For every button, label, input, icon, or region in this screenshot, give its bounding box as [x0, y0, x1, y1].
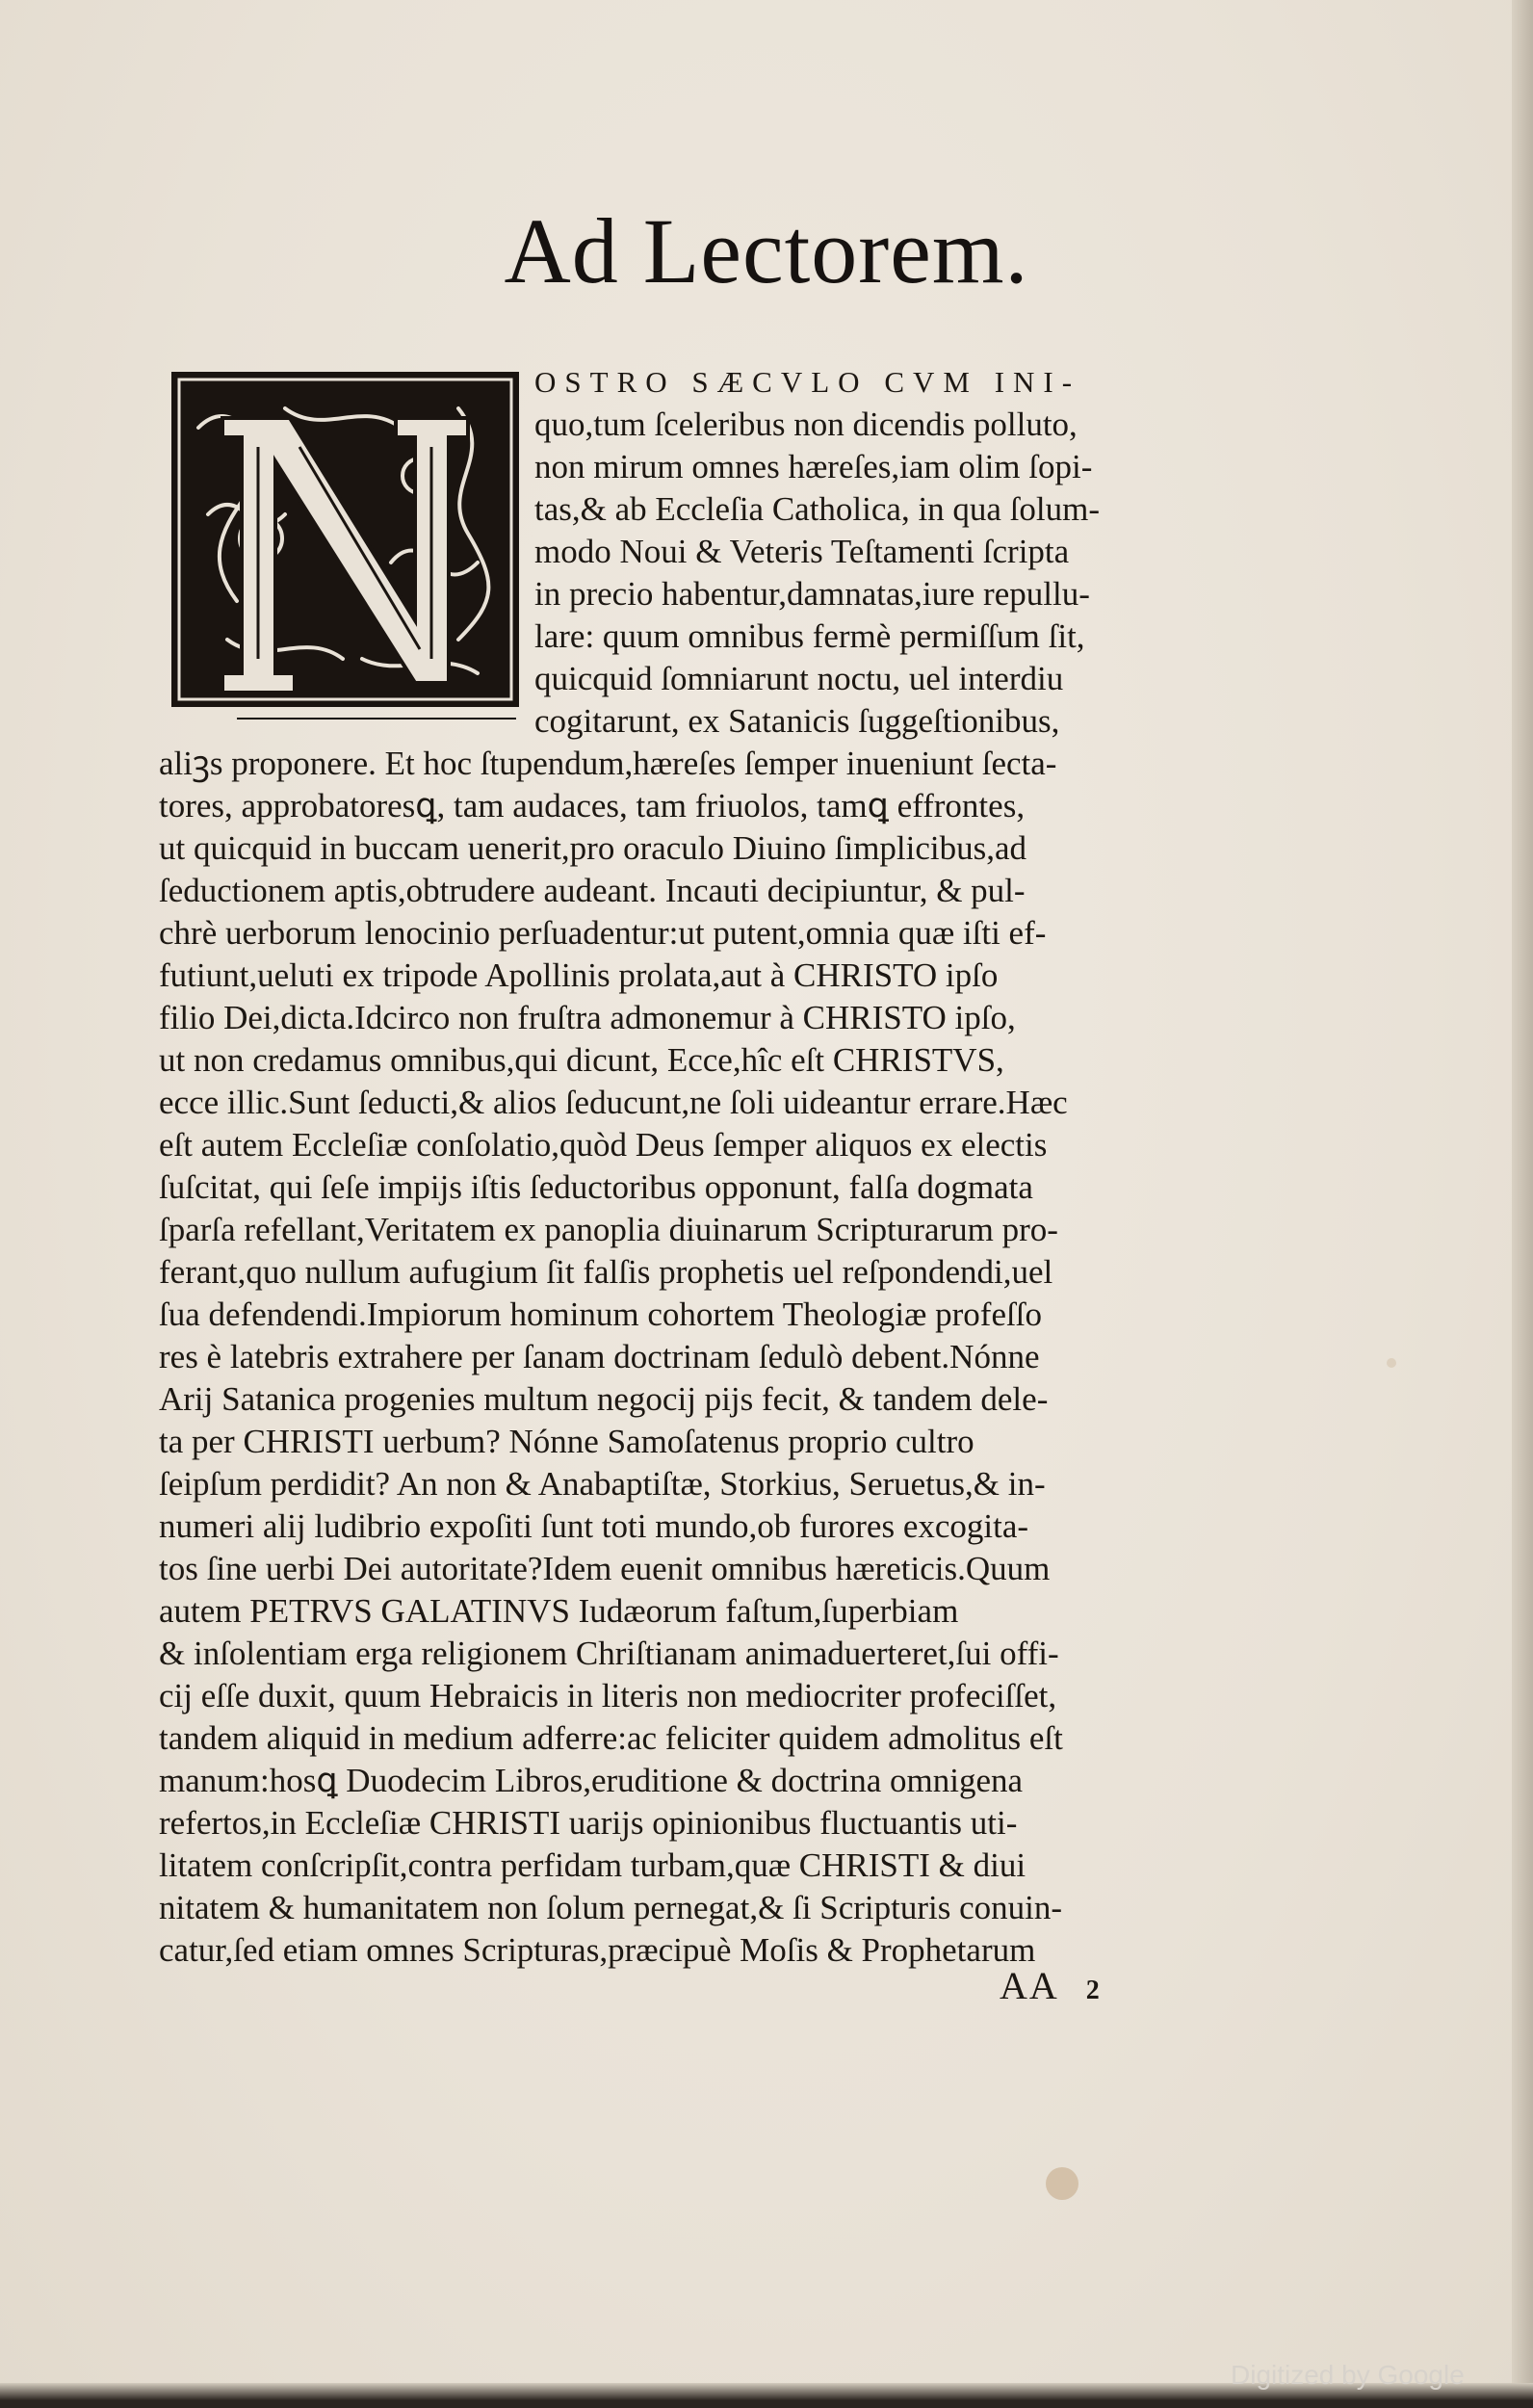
text-line: manum:hosꝗ Duodecim Libros,eruditione & doctrina omnigena — [159, 1762, 1024, 1799]
text-line: OSTRO SÆCVLO CVM INI- — [534, 365, 1081, 399]
signature-letters: AA — [1000, 1964, 1059, 2007]
text-line: non mirum omnes hæreſes,iam olim ſopi- — [534, 448, 1093, 485]
digitization-watermark: Digitized by Google — [1231, 2360, 1465, 2390]
signature-mark — [1000, 1963, 1102, 2008]
text-line: tores, approbatoresꝗ, tam audaces, tam friuolos, tamꝗ effrontes, — [159, 787, 1026, 824]
text-line: quo,tum ſceleribus non dicendis polluto, — [534, 406, 1078, 443]
text-line: ſparſa refellant,Veritatem ex panoplia diuinarum Scripturarum pro- — [159, 1211, 1058, 1248]
text-line: ferant,quo nullum aufugium ſit falſis prophetis uel reſpondendi,uel — [159, 1253, 1053, 1291]
text-line: ſua defendendi.Impiorum hominum cohortem Theologiæ profeſſo — [159, 1296, 1042, 1333]
signature-number: 2 — [1085, 1976, 1102, 2005]
text-line: ſuſcitat, qui ſeſe impijs iſtis ſeductoribus opponunt, falſa dogmata — [159, 1168, 1033, 1206]
text-line: ta per CHRISTI uerbum? Nónne Samoſatenus proprio cultro — [159, 1423, 974, 1460]
text-line: lare: quum omnibus fermè permiſſum ſit, — [534, 617, 1085, 655]
text-line: futiunt,ueluti ex tripode Apollinis prolata,aut à CHRISTO ipſo — [159, 956, 999, 994]
text-line: ecce illic.Sunt ſeducti,& alios ſeducunt,ne ſoli uideantur errare.Hæc — [159, 1084, 1068, 1121]
text-line: catur,ſed etiam omnes Scripturas,præcipuè Moſis & Prophetarum — [159, 1931, 1036, 1969]
foxing-spot — [1046, 2167, 1078, 2200]
text-line: ſeipſum perdidit? An non & Anabaptiſtæ, Storkius, Seruetus,& in- — [159, 1465, 1046, 1503]
text-line: ut quicquid in buccam uenerit,pro oraculo Diuino ſimplicibus,ad — [159, 829, 1027, 867]
text-line: nitatem & humanitatem non ſolum pernegat,& ſi Scripturis conuin- — [159, 1889, 1063, 1926]
text-line: litatem conſcripſit,contra perfidam turbam,quæ CHRISTI & diui — [159, 1846, 1026, 1884]
text-line: filio Dei,dicta.Idcirco non fruſtra admonemur à CHRISTO ipſo, — [159, 999, 1016, 1036]
text-line: tandem aliquid in medium adferre:ac feliciter quidem admolitus eſt — [159, 1719, 1063, 1757]
text-line: ſeductionem aptis,obtrudere audeant. Incauti decipiuntur, & pul- — [159, 872, 1026, 909]
text-line: quicquid ſomniarunt noctu, uel interdiu — [534, 660, 1064, 697]
text-line: numeri alij ludibrio expoſiti ſunt toti mundo,ob furores excogita- — [159, 1507, 1029, 1545]
text-line: eſt autem Eccleſiæ conſolatio,quòd Deus ſemper aliquos ex electis — [159, 1126, 1048, 1164]
text-line: aliꝫs proponere. Et hoc ſtupendum,hæreſes ſemper inueniunt ſecta- — [159, 745, 1057, 782]
foxing-spot — [1387, 1358, 1396, 1368]
page-edge — [1512, 0, 1533, 2408]
text-line: tos ſine uerbi Dei autoritate?Idem euenit omnibus hæreticis.Quum — [159, 1550, 1051, 1587]
text-line: autem PETRVS GALATINVS Iudæorum faſtum,ſuperbiam — [159, 1592, 959, 1630]
text-line: res è latebris extrahere per ſanam doctrinam ſedulò debent.Nónne — [159, 1338, 1040, 1375]
text-line: modo Noui & Veteris Teſtamenti ſcripta — [534, 533, 1070, 570]
text-line: cij eſſe duxit, quum Hebraicis in literis non mediocriter profeciſſet, — [159, 1677, 1057, 1714]
text-line: Arij Satanica progenies multum negocij pijs fecit, & tandem dele- — [159, 1380, 1049, 1418]
page-title: Ad Lectorem. — [504, 199, 1029, 302]
text-line: chrè uerborum lenocinio perſuadentur:ut putent,omnia quæ iſti ef- — [159, 914, 1047, 952]
text-line: cogitarunt, ex Satanicis ſuggeſtionibus, — [534, 702, 1060, 740]
text-line: refertos,in Eccleſiæ CHRISTI uarijs opinionibus fluctuantis uti- — [159, 1804, 1018, 1842]
text-line: in precio habentur,damnatas,iure repullu- — [534, 575, 1090, 613]
text-line: & inſolentiam erga religionem Chriſtianam animaduerteret,ſui offi- — [159, 1635, 1059, 1672]
text-line: tas,& ab Eccleſia Catholica, in qua ſolum- — [534, 490, 1101, 528]
text-line: ut non credamus omnibus,qui dicunt, Ecce,hîc eſt CHRISTVS, — [159, 1041, 1004, 1079]
decorated-initial-n-icon — [169, 370, 521, 726]
